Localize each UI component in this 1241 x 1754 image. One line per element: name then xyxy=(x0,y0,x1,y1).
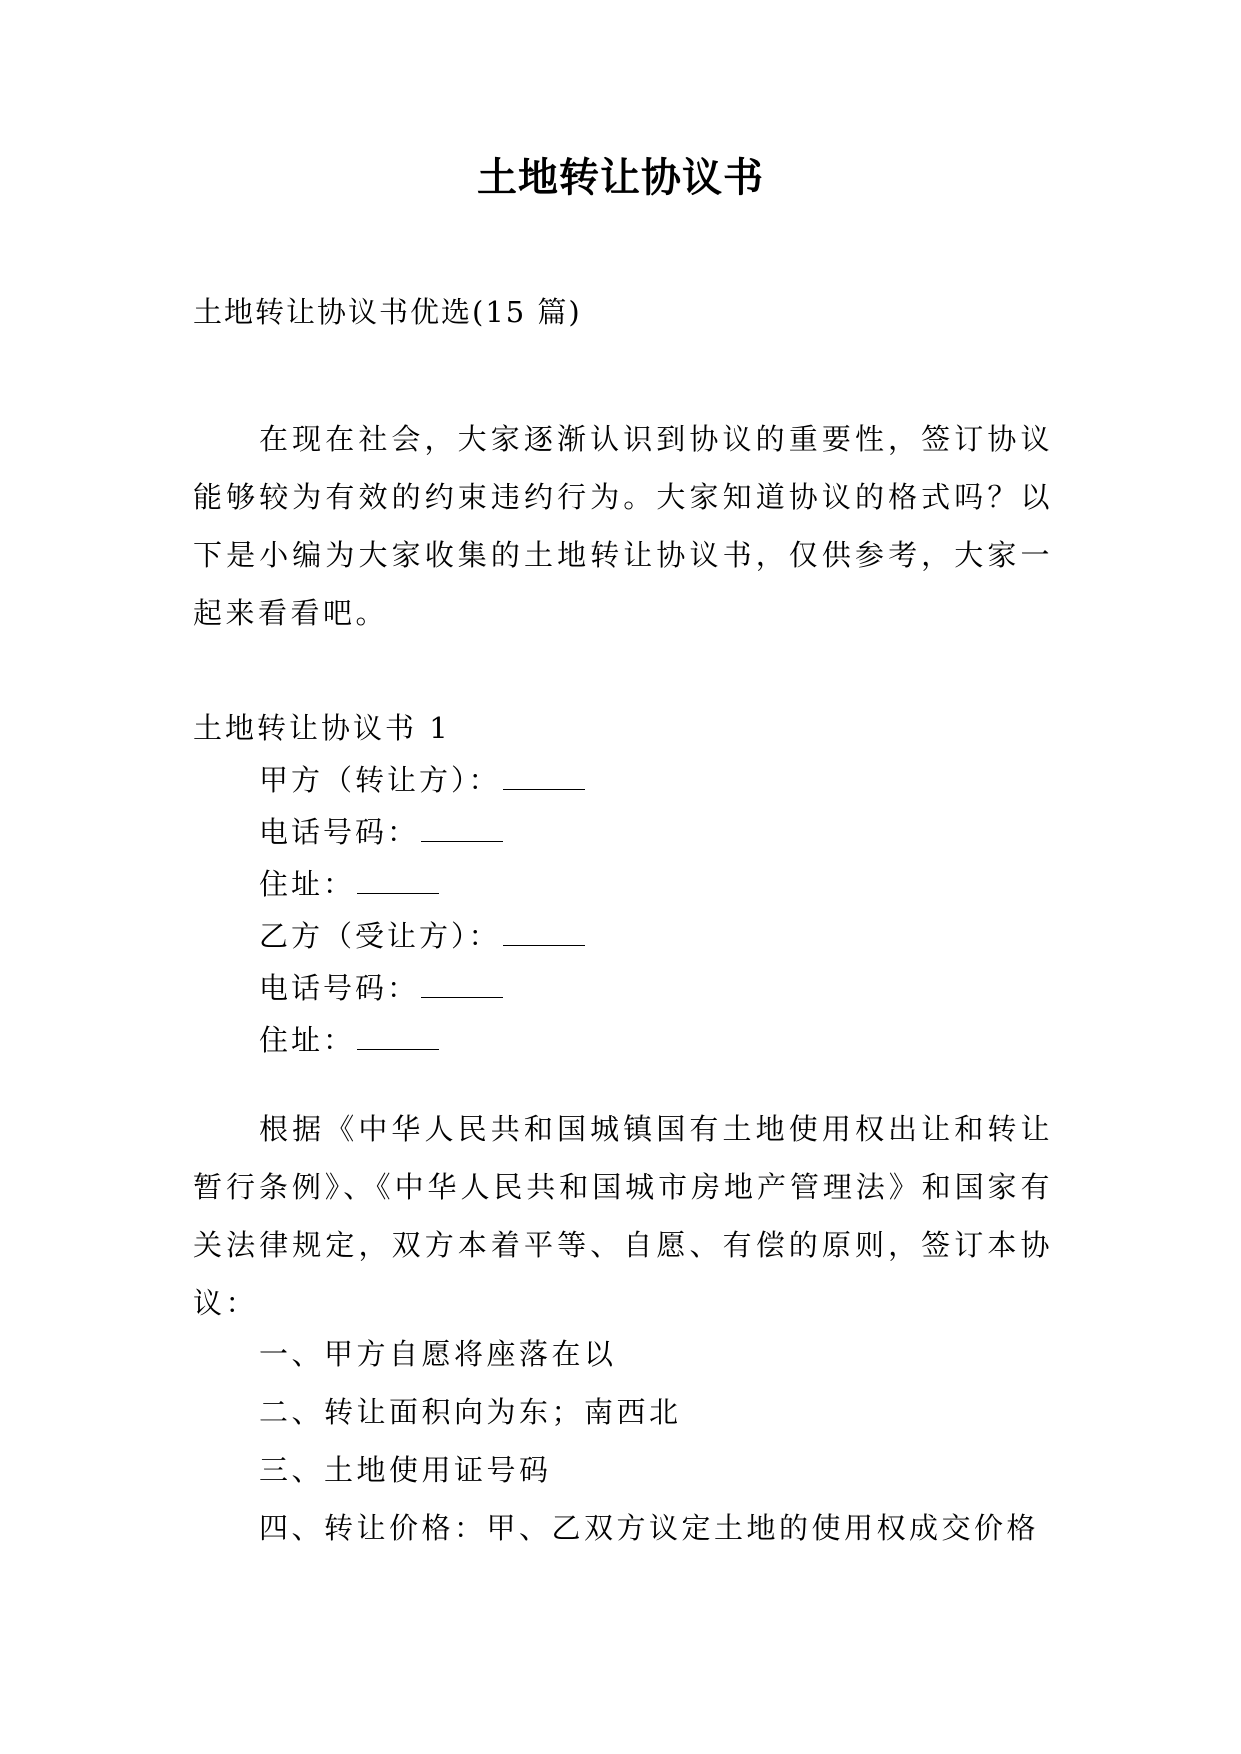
clause-1: 一、甲方自愿将座落在以 xyxy=(259,1337,617,1371)
party-a-label: 甲方（转让方）： xyxy=(259,763,501,797)
document-subtitle: 土地转让协议书优选(15 篇) xyxy=(193,295,582,329)
party-b-phone-line xyxy=(259,968,503,1008)
party-b-phone-blank xyxy=(421,973,503,998)
party-a-phone-label: 电话号码： xyxy=(259,815,420,849)
party-b-address-line xyxy=(259,1020,439,1060)
party-a-line xyxy=(259,760,585,800)
party-a-address-label: 住址： xyxy=(259,867,356,901)
party-a-address-blank xyxy=(357,869,439,894)
party-b-address-label: 住址： xyxy=(259,1023,356,1057)
party-b-line xyxy=(259,916,585,956)
clause-4: 四、转让价格：甲、乙双方议定土地的使用权成交价格 xyxy=(259,1511,1040,1545)
section-heading: 土地转让协议书 1 xyxy=(193,711,451,745)
document-title: 土地转让协议书 xyxy=(477,154,764,201)
party-b-label: 乙方（受让方）： xyxy=(259,919,501,953)
clause-3: 三、土地使用证号码 xyxy=(259,1453,552,1487)
clause-2: 二、转让面积向为东；南西北 xyxy=(259,1395,682,1429)
party-a-phone-line xyxy=(259,812,503,852)
party-a-blank xyxy=(503,765,585,790)
party-b-address-blank xyxy=(357,1025,439,1050)
party-a-phone-blank xyxy=(421,817,503,842)
party-b-phone-label: 电话号码： xyxy=(259,971,420,1005)
basis-paragraph: 根据《中华人民共和国城镇国有土地使用权出让和转让暂行条例》、《中华人民共和国城市房地产管理法》和国家有关法律规定，双方本着平等、自愿、有偿的原则，签订本协议： xyxy=(193,1112,1053,1320)
party-b-blank xyxy=(503,921,585,946)
party-a-address-line xyxy=(259,864,439,904)
intro-paragraph: 在现在社会，大家逐渐认识到协议的重要性，签订协议能够较为有效的约束违约行为。大家知道协议的格式吗？以下是小编为大家收集的土地转让协议书，仅供参考，大家一起来看看吧。 xyxy=(193,422,1053,630)
